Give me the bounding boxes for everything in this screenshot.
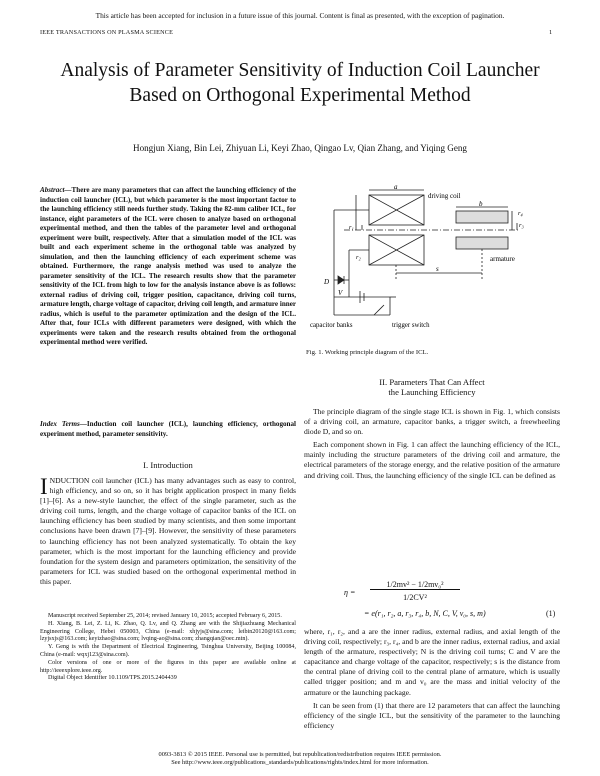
fig-label-r2: r₂ <box>356 254 361 261</box>
footnote-color: Color versions of one or more of the figures in this paper are available online at http://ieeexplore.ieee.org. <box>40 659 296 674</box>
index-terms <box>40 420 296 439</box>
eq-numerator: 1/2mv² − 1/2mv₀² <box>370 580 460 590</box>
abstract <box>40 186 296 348</box>
footnote-doi: Digital Object Identifier 10.1109/TPS.2015.2404439 <box>48 675 177 682</box>
abstract-text: There are many parameters that can affect the launching efficiency of the induction coil launcher (ICL), but which parameter is the most important factor to the launching efficiency still needs further study. Taking the 82-mm caliber ICL, for instance, eight parameters of the ICL were chosen to analyze based on orthogonal experimental method, and then the tables of the parameter level and orthogonal experiment were built, respectively. After that a simulation model of the ICL was built and each experiment scheme in the orthogonal table was analyzed by simulation, and then the launching efficiency of each experiment scheme was obtained. Furthermore, the range analysis method was used to analyze the parameter sensitivity of the ICL. The research results show that the parameter sensitivity of the ICL from high to low for the analysis instance above is as follows: external radius of driving coil, trigger position, capacitance, driving coil turns, armature length, charge voltage of capacitor, driving coil length, and armature inner radius, which is useful to the parameter optimization and the design of the ICL. After that, four ICLs with different parameters were designed, with which the experiments were taken and the research results obtained from the orthogonal experimental method were verified. <box>40 186 297 346</box>
section2-paragraph-1: The principle diagram of the single stage ICL is shown in Fig. 1, which consists of a driving coil, an armature, capacitor banks, a trigger switch, a freewheeling diode D, and so on. <box>304 407 560 437</box>
section2-body-continued <box>304 627 560 734</box>
eq-denominator: 1/2CV² <box>403 593 427 602</box>
index-terms-label: Index Terms— <box>40 420 87 428</box>
fig-label-a: a <box>394 185 398 191</box>
footnote-affiliation-2: Y. Geng is with the Department of Electrical Engineering, Tsinghua University, Beijing 100084, China (e-mail: wqxj123@sina.com). <box>40 644 296 658</box>
eq-lhs: η = <box>344 588 356 597</box>
section-heading-introduction: I. Introduction <box>143 460 193 470</box>
section-heading-parameters <box>304 377 560 397</box>
introduction-paragraph <box>40 476 296 587</box>
armature-top <box>456 211 508 223</box>
section2-paragraph-2: Each component shown in Fig. 1 can affect the launching efficiency of the ICL, mainly including the structure parameters of the driving coil and armature, the electrical parameters of the storage energy, and the relative position of the armature and driving coil. Thus, the launching efficiency of the single ICL can be defined as <box>304 440 560 480</box>
section2-heading-line1: II. Parameters That Can Affect <box>379 377 485 387</box>
paper-title: Analysis of Parameter Sensitivity of Induction Coil Launcher Based on Orthogonal Experimental Method <box>60 60 540 106</box>
copyright-line-2: See http://www.ieee.org/publications_standards/publications/rights/index.html for more information. <box>171 759 429 766</box>
section2-paragraph-4: It can be seen from (1) that there are 12 parameters that can affect the launching efficiency of the single ICL, but the sensitivity of the parameter to the launching efficiency <box>304 700 560 730</box>
journal-name: IEEE TRANSACTIONS ON PLASMA SCIENCE <box>40 29 174 36</box>
abstract-label: Abstract— <box>40 186 72 194</box>
eq-number: (1) <box>546 609 556 618</box>
fig-label-capacitor-banks: capacitor banks <box>310 322 353 329</box>
index-terms-text: Induction coil launcher (ICL), launching efficiency, orthogonal experiment method, parameter sensitivity. <box>40 420 297 438</box>
acceptance-notice: This article has been accepted for inclusion in a future issue of this journal. Content is final as presented, with the exception of pagination. <box>95 11 505 20</box>
fig-label-armature: armature <box>490 255 515 263</box>
fig-label-driving-coil: driving coil <box>428 192 461 200</box>
fig-label-r4: r₄ <box>518 210 523 217</box>
fig-label-r3: r₃ <box>519 222 524 229</box>
copyright-line-1: 0093-3813 © 2015 IEEE. Personal use is permitted, but republication/redistribution requires IEEE permission. <box>158 751 442 758</box>
fig-label-trigger-switch: trigger switch <box>392 322 430 329</box>
figure-1-caption: Fig. 1. Working principle diagram of the ICL. <box>306 349 429 356</box>
section2-body <box>304 407 560 484</box>
figure-1-diagram <box>304 185 560 350</box>
fig-label-r1: r₁ <box>349 224 354 231</box>
eq-line-2: = e(r₁, r₂, a, r₃, r₄, b, N, C, V, v₀, s, m) <box>364 609 486 618</box>
fig-label-b: b <box>479 200 483 208</box>
section2-paragraph-3: where, r₁, r₂, and a are the inner radius, external radius, and axial length of the driving coil, respectively; r₃, r₄, and b are the inner radius, external radius, and axial length of the armature, respectively; N is the driving coil turns; C and V are the capacitance and charge voltage of the capacitor, respectively; s is the distance from the central plane of driving coil to the central plane of armature, which is usually called trigger position; and m and v₀ are the mass and initial velocity of the armature or the launching package. <box>304 627 560 697</box>
footnote-manuscript: Manuscript received September 25, 2014; revised January 10, 2015; accepted February 6, 2015. <box>48 613 282 619</box>
equation-1 <box>304 578 560 624</box>
fig-label-s: s <box>436 265 439 273</box>
armature-bottom <box>456 237 508 249</box>
section2-heading-line2: the Launching Efficiency <box>388 387 476 397</box>
drop-cap: I <box>40 474 48 499</box>
page-number: 1 <box>549 29 553 36</box>
fig-label-v: V <box>338 289 343 297</box>
author-list: Hongjun Xiang, Bin Lei, Zhiyuan Li, Keyi Zhao, Qingao Lv, Qian Zhang, and Yiqing Geng <box>133 143 467 153</box>
introduction-text: NDUCTION coil launcher (ICL) has many advantages such as easy to control, high efficiency, and so on, so it has bright application prospect in many fields [1]–[6]. As a new-style launcher, the effect of the single parameter, such as the driving coil turns, length, and the charge voltage of capacitor banks of the ICL on launching efficiency has been studied by many scientists, and then some important conclusions have been drawn [7]–[9]. However, the sensitivity of these parameters to launching efficiency has not been analyzed systematically. To obtain the key parameter, which is the most important for the launching efficiency and provide foundation for the system design and parameters optimization, the sensitivity of the parameters for ICL was studied based on the orthogonal experimental method in this paper. <box>40 476 296 586</box>
footnotes <box>40 613 296 683</box>
footnote-affiliation-1: H. Xiang, B. Lei, Z. Li, K. Zhao, Q. Lv, and Q. Zhang are with the Shijiazhuang Mechanical Engineering College, Hebei 050003, China (e-mail: xhjyjs@sina.com; leibin20120@163.com; lzyjsxjs@163.com; keyizhao@sina.com; lvqing-ao@sina.com; zhangqian@oec.mtn). <box>40 620 296 643</box>
fig-label-d: D <box>324 278 330 286</box>
copyright-footer <box>0 751 600 767</box>
